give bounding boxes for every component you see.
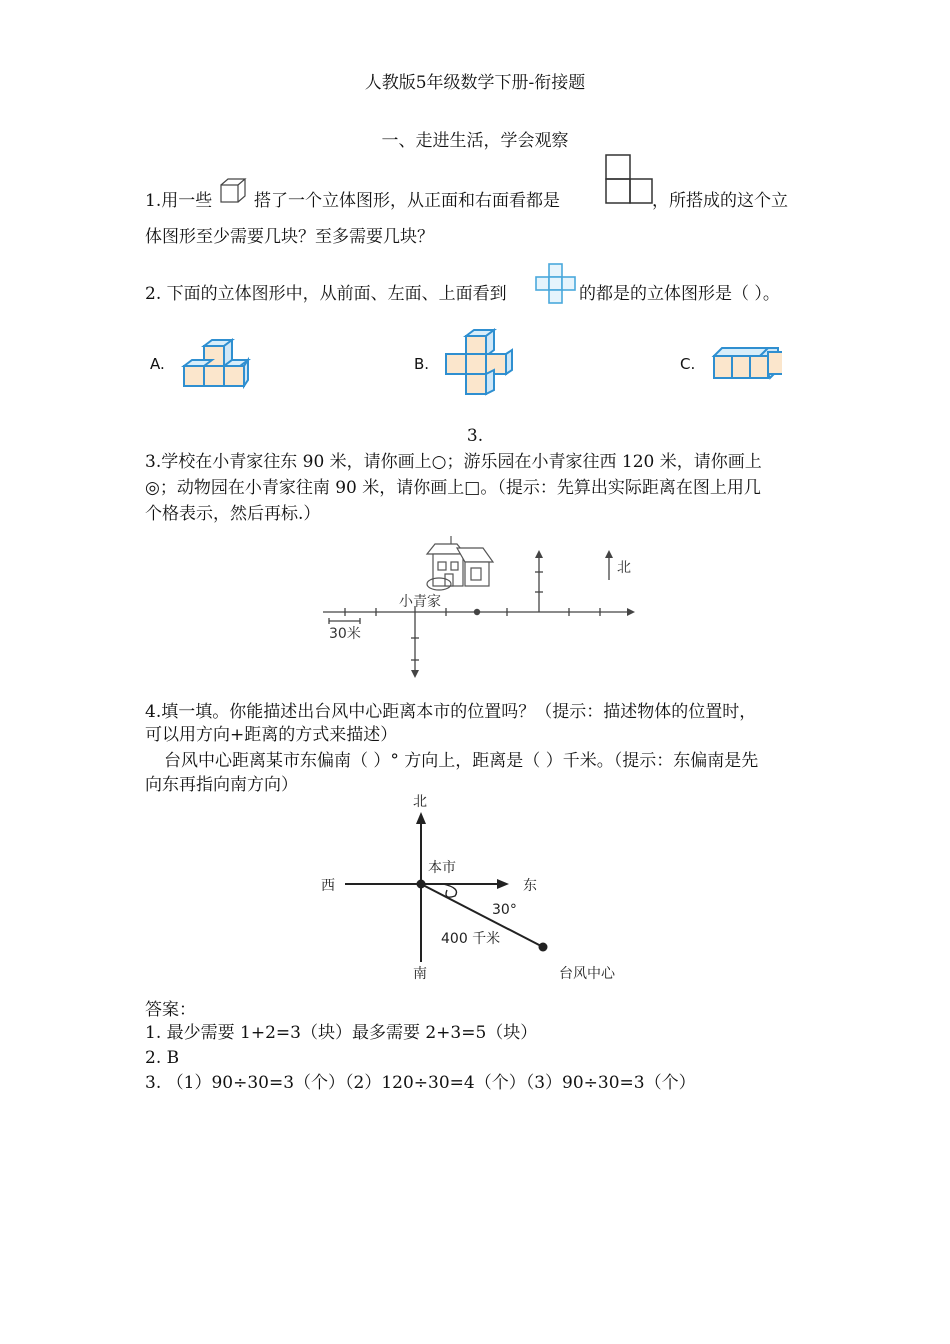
- answer-3: 3. （1）90÷30=3（个）（2）120÷30=4（个）（3）90÷30=3（个）: [145, 1073, 696, 1093]
- front-right-view-icon: [600, 152, 654, 204]
- q2-text-part1: 2. 下面的立体图形中，从前面、左面、上面看到: [145, 284, 507, 304]
- option-c-cubes: [710, 340, 782, 386]
- section-heading: 一、走进生活，学会观察: [381, 131, 569, 151]
- answer-1: 1. 最少需要 1+2=3（块）最多需要 2+3=5（块）: [145, 1023, 538, 1043]
- q3-text-line1: 3.学校在小青家往东 90 米，请你画上○；游乐园在小青家往西 120 米，请你画上: [145, 452, 762, 472]
- angle-label: 30°: [492, 902, 517, 918]
- q2-text-part2: 的都是的立体图形是（ ）。: [579, 284, 780, 304]
- cross-view-icon: [535, 262, 577, 304]
- q3-text-line2: ◎；动物园在小青家往南 90 米，请你画上□。（提示：先算出实际距离在图上用几: [145, 478, 761, 498]
- q3-text-line3: 个格表示，然后再标.）: [145, 504, 321, 524]
- q3-map: [315, 532, 645, 682]
- home-label: 小青家: [399, 594, 441, 610]
- q4-text-line3: 台风中心距离某市东偏南（ ）° 方向上，距离是（ ）千米。（提示：东偏南是先: [164, 751, 759, 771]
- q4-text-line4: 向东再指向南方向）: [145, 775, 298, 795]
- unit-cube-icon: [218, 176, 248, 206]
- east-label: 东: [523, 878, 537, 894]
- option-a-cubes: [180, 336, 252, 392]
- option-a-label: A.: [150, 355, 165, 373]
- option-b-label: B.: [414, 355, 430, 373]
- page-title: 人教版5年级数学下册-衔接题: [364, 73, 586, 93]
- scale-label: 30米: [329, 626, 361, 642]
- answers-heading: 答案：: [145, 1000, 196, 1020]
- option-c-label: C.: [680, 355, 696, 373]
- q1-text-line2: 体图形至少需要几块？至多需要几块？: [145, 227, 434, 247]
- q4-text-line1: 4.填一填。你能描述出台风中心距离本市的位置吗？（提示：描述物体的位置时，: [145, 702, 757, 722]
- option-b-cubes: [444, 326, 516, 398]
- q1-text-part3: ，所搭成的这个立: [652, 191, 788, 211]
- q4-compass-diagram: [315, 790, 635, 990]
- north-label: 北: [617, 560, 631, 576]
- q1-text-part2: 搭了一个立体图形，从正面和右面看都是: [254, 191, 560, 211]
- q3-number: 3.: [466, 426, 484, 446]
- answer-2: 2. B: [145, 1048, 180, 1068]
- north-label: 北: [413, 794, 427, 810]
- east-arrow-icon: [497, 879, 509, 889]
- west-label: 西: [321, 878, 335, 894]
- typhoon-label: 台风中心: [559, 966, 615, 982]
- q4-text-line2: 可以用方向+距离的方式来描述）: [145, 725, 398, 745]
- south-label: 南: [413, 966, 427, 982]
- north-arrow-icon: [416, 812, 426, 824]
- q1-text-part1: 1.用一些: [145, 191, 213, 211]
- city-label: 本市: [428, 860, 456, 876]
- distance-label: 400 千米: [441, 931, 501, 947]
